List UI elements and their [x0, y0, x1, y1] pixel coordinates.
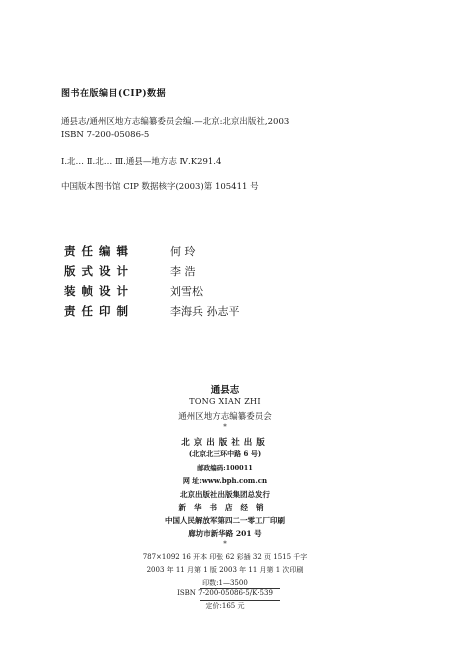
- publisher: 北京出版社出版: [181, 438, 269, 448]
- isbn-classification: ISBN 7-200-05086-5/K·539: [177, 589, 273, 597]
- book-title: 通县志: [210, 385, 240, 396]
- cip-subject-index: Ⅰ.北… Ⅱ.北… Ⅲ.通县—地方志 Ⅳ.K291.4: [61, 157, 222, 167]
- credit-role: 责任编辑: [64, 244, 134, 258]
- cip-record-number: 中国版本图书馆 CIP 数据核字(2003)第 105411 号: [61, 182, 259, 192]
- credit-names: 李 浩: [170, 265, 196, 278]
- credit-role: 装帧设计: [64, 284, 134, 298]
- credit-row-responsible-editor: [64, 241, 240, 261]
- credit-row-print-supervisor: [64, 301, 240, 321]
- cip-catalog-entry: 通县志/通州区地方志编纂委员会编.—北京:北京出版社,2003: [61, 117, 290, 127]
- distributor: 北京出版社出版集团总发行: [180, 490, 270, 499]
- separator-star: *: [223, 423, 227, 431]
- edition-info: 2003 年 11 月第 1 版 2003 年 11 月第 1 次印刷: [146, 566, 304, 574]
- credit-names: 何 玲: [170, 245, 196, 258]
- cip-isbn: ISBN 7-200-05086-5: [61, 130, 150, 140]
- price: 定价:165 元: [205, 602, 245, 610]
- credits-list: [64, 241, 240, 321]
- print-run: 印数:1—3500: [202, 579, 248, 587]
- website: 网 址:www.bph.com.cn: [182, 476, 268, 485]
- credit-row-layout-design: [64, 261, 240, 281]
- book-specs: 787×1092 16 开本 印张 62 彩插 32 页 1515 千字: [142, 553, 308, 561]
- printer-address: 廊坊市新华路 201 号: [188, 529, 262, 538]
- separator-star: *: [223, 540, 227, 548]
- postcode: 邮政编码:100011: [197, 464, 253, 472]
- retailer: 新华书店经销: [178, 503, 272, 512]
- printer: 中国人民解放军第四二一零工厂印刷: [165, 516, 285, 525]
- credit-role: 责任印制: [64, 304, 134, 318]
- book-editor: 通州区地方志编纂委员会: [178, 412, 272, 422]
- book-title-pinyin: TONG XIAN ZHI: [189, 397, 261, 406]
- publisher-address: (北京北三环中路 6 号): [188, 449, 262, 458]
- cip-heading: 图书在版编目(CIP)数据: [61, 89, 167, 99]
- credit-names: 李海兵 孙志平: [170, 305, 240, 318]
- credit-row-binding-design: [64, 281, 240, 301]
- credit-names: 刘雪松: [170, 285, 203, 298]
- credit-role: 版式设计: [64, 264, 134, 278]
